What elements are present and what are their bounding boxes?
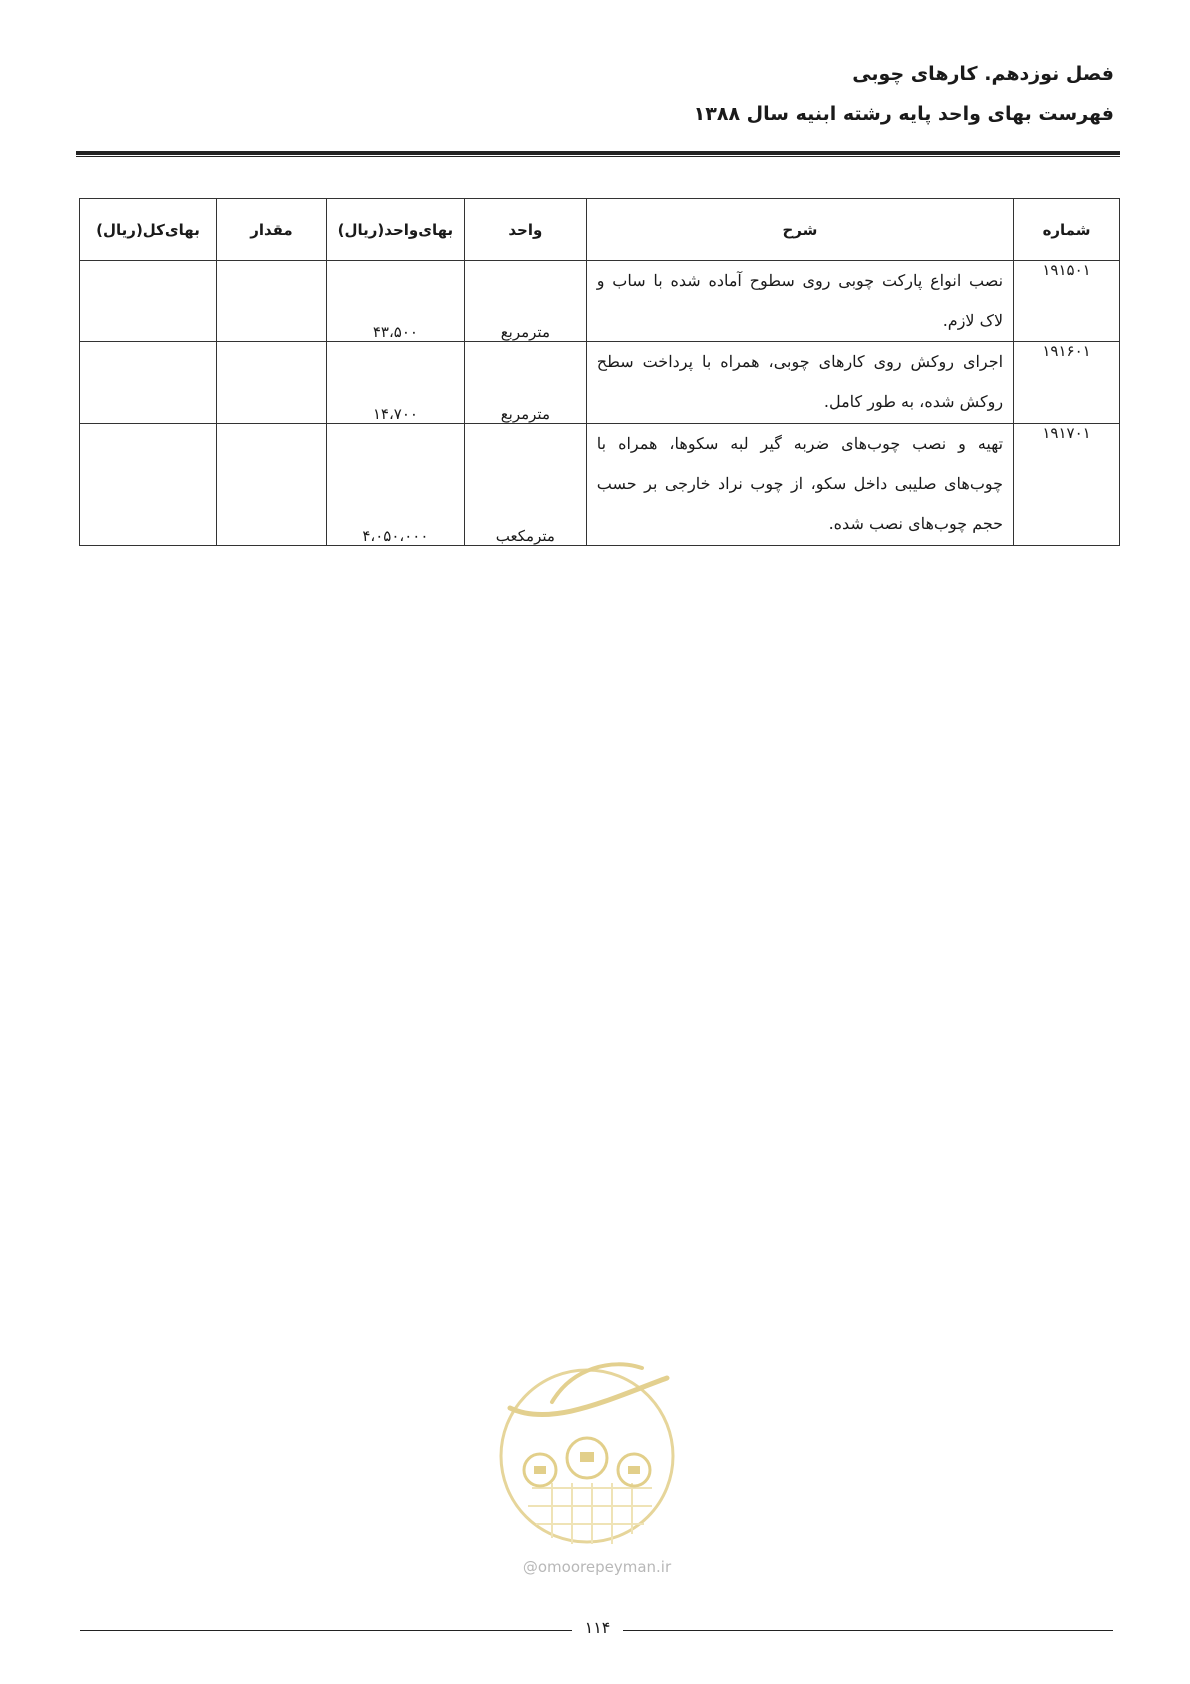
header-divider <box>76 151 1120 157</box>
item-unit: مترمکعب <box>464 424 586 546</box>
footer-divider-left <box>80 1630 572 1631</box>
column-header-quantity: مقدار <box>217 199 327 261</box>
column-header-unit-price: بهای‌واحد(ریال) <box>326 199 464 261</box>
item-quantity <box>217 424 327 546</box>
item-number: ۱۹۱۷۰۱ <box>1014 424 1120 546</box>
price-list-table <box>79 198 1120 546</box>
item-quantity <box>217 261 327 342</box>
item-description: نصب انواع پارکت چوبی روی سطوح آماده شده با ساب و لاک لازم. <box>586 261 1013 342</box>
item-number: ۱۹۱۵۰۱ <box>1014 261 1120 342</box>
item-number: ۱۹۱۶۰۱ <box>1014 342 1120 424</box>
column-header-description: شرح <box>586 199 1013 261</box>
item-unit-price: ۴۳،۵۰۰ <box>326 261 464 342</box>
item-description: تهیه و نصب چوب‌های ضربه گیر لبه سکوها، همراه با چوب‌های صلیبی داخل سکو، از چوب نراد خارجی بر حسب حجم چوب‌های نصب شده. <box>586 424 1013 546</box>
table-row <box>80 424 1120 546</box>
chapter-title: فصل نوزدهم. کارهای چوبی <box>852 63 1114 85</box>
item-total-price <box>80 342 217 424</box>
column-header-unit: واحد <box>464 199 586 261</box>
page-header <box>76 58 1114 130</box>
watermark-seal-icon <box>492 1338 692 1578</box>
column-header-total-price: بهای‌کل(ریال) <box>80 199 217 261</box>
page-number: ۱۱۴ <box>584 1618 611 1637</box>
item-total-price <box>80 261 217 342</box>
item-unit: مترمربع <box>464 261 586 342</box>
item-unit: مترمربع <box>464 342 586 424</box>
footer-divider-right <box>623 1630 1113 1631</box>
item-unit-price: ۴،۰۵۰،۰۰۰ <box>326 424 464 546</box>
item-unit-price: ۱۴،۷۰۰ <box>326 342 464 424</box>
item-total-price <box>80 424 217 546</box>
table-row <box>80 261 1120 342</box>
document-subtitle: فهرست بهای واحد پایه رشته ابنیه سال ۱۳۸۸ <box>693 103 1114 125</box>
item-quantity <box>217 342 327 424</box>
table-row <box>80 342 1120 424</box>
item-description: اجرای روکش روی کارهای چوبی، همراه با پرداخت سطح روکش شده، به طور کامل. <box>586 342 1013 424</box>
watermark-url: @omoorepeyman.ir <box>522 1558 672 1576</box>
column-header-number: شماره <box>1014 199 1120 261</box>
table-header-row <box>80 199 1120 261</box>
watermark-logo <box>492 1338 692 1578</box>
